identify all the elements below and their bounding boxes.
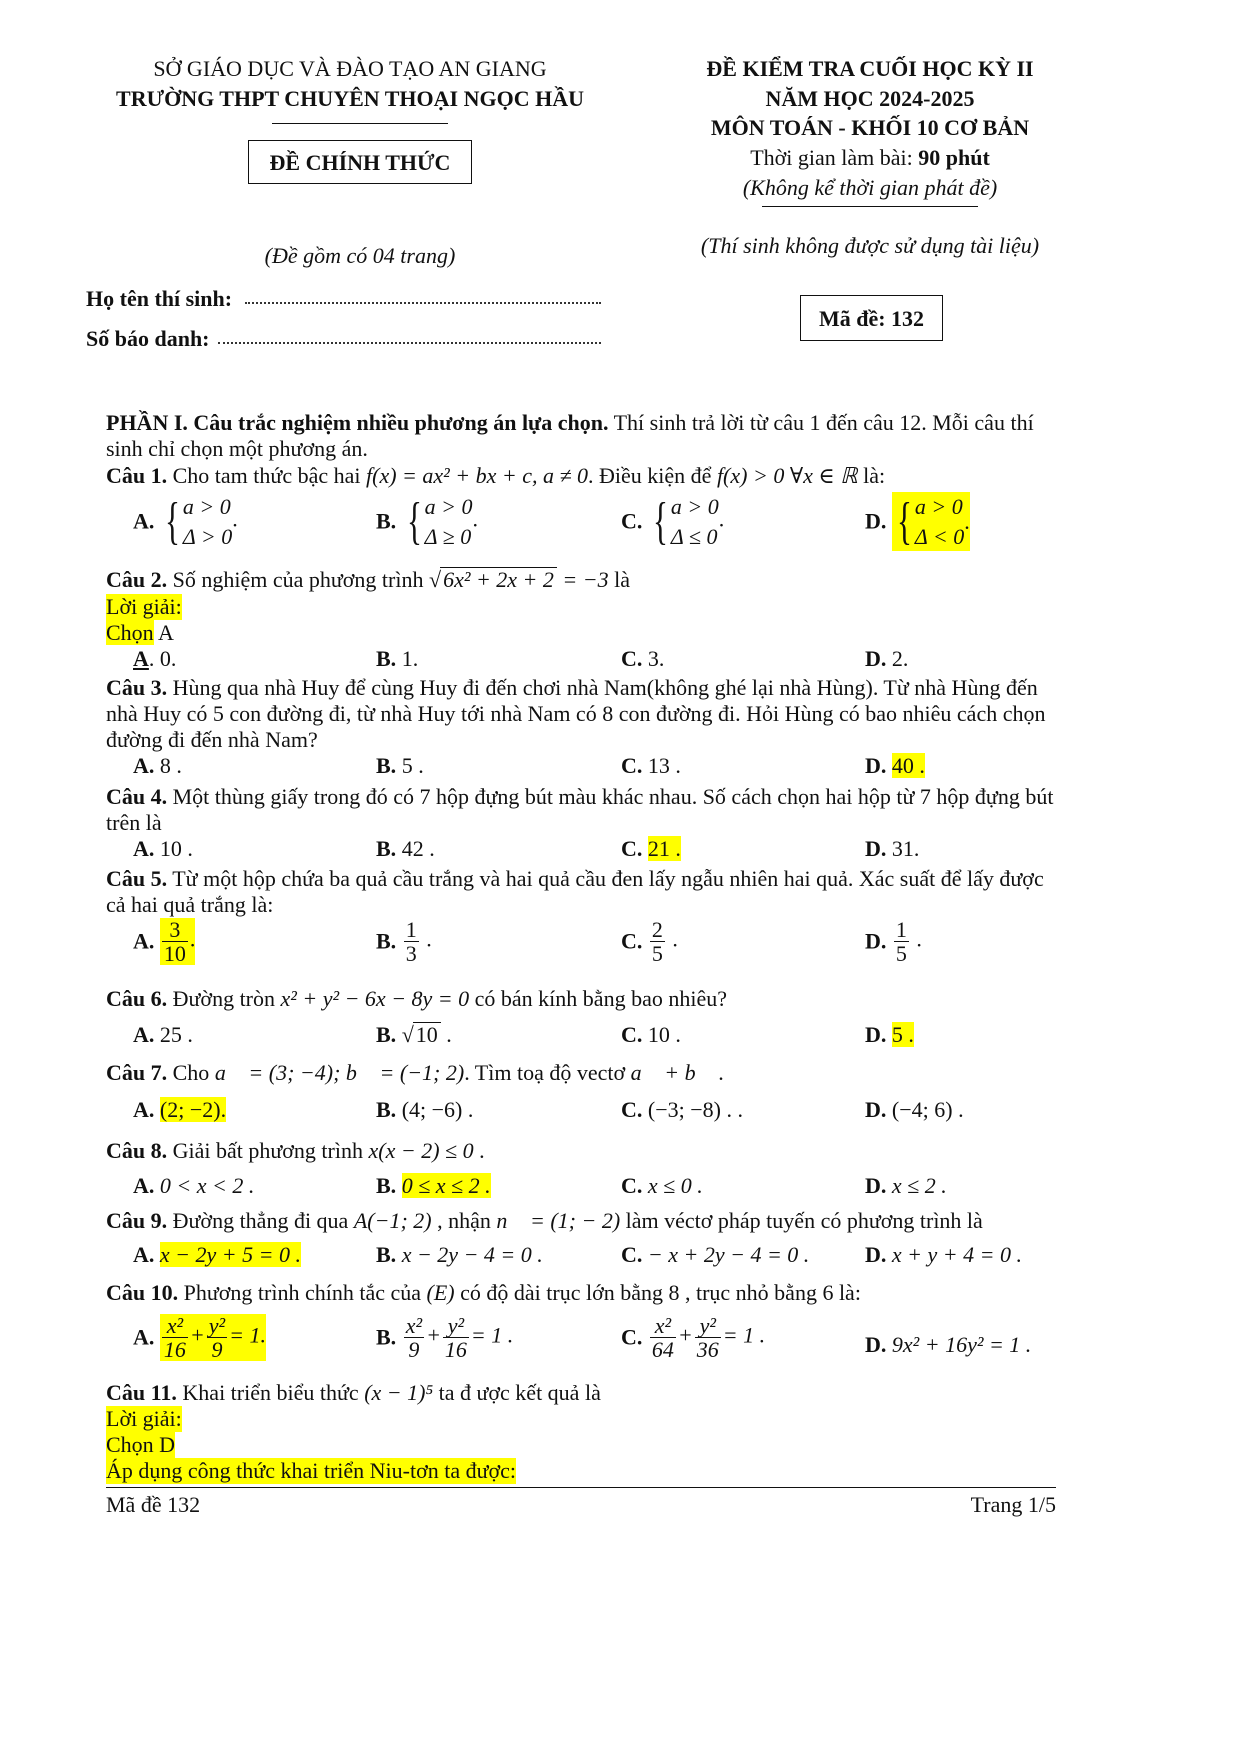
q3-label: Câu 3. bbox=[106, 675, 168, 700]
q10-option-c[interactable]: C. $\frac{\text{x²}}{64}$ + $\frac{\text{y²}}{36}$ = 1 . bbox=[621, 1313, 766, 1363]
q10-a-den2: 9 bbox=[211, 1337, 223, 1363]
question-11 bbox=[106, 1380, 601, 1406]
q10-c-num2: y² bbox=[695, 1314, 721, 1338]
q10-d-text: 9x² + 16y² = 1 . bbox=[886, 1332, 1032, 1357]
student-name-field[interactable] bbox=[245, 302, 601, 304]
q1-label: Câu 1. bbox=[106, 463, 168, 488]
q11-label: Câu 11. bbox=[106, 1380, 177, 1405]
q10-b-num1: x² bbox=[405, 1313, 423, 1338]
q5-text: Từ một hộp chứa ba quả cầu trắng và hai quả cầu đen lấy ngẫu nhiên hai quả. Xác suất để lấy được cả hai quả trắng là: bbox=[106, 866, 1044, 917]
q9-formula: A(−1; 2) bbox=[353, 1208, 432, 1233]
q3-option-c[interactable]: C. 13 . bbox=[621, 753, 681, 778]
q4-c-text: 21 . bbox=[647, 836, 681, 861]
department-name: SỞ GIÁO DỤC VÀ ĐÀO TẠO AN GIANG bbox=[153, 56, 547, 81]
header-divider-right bbox=[762, 206, 978, 207]
q10-text2: có độ dài trục lớn bằng 8 , trục nhỏ bằng 6 là: bbox=[454, 1280, 861, 1305]
q5-option-b[interactable]: B. $\frac{1}{3}$ . bbox=[376, 917, 432, 967]
q9-option-b[interactable]: B. x − 2y − 4 = 0 . bbox=[376, 1242, 543, 1267]
q2-option-d[interactable]: D. 2. bbox=[865, 646, 909, 671]
question-1 bbox=[106, 463, 885, 489]
question-9 bbox=[106, 1208, 983, 1234]
official-exam-box: ĐỀ CHÍNH THỨC bbox=[248, 140, 472, 184]
footer-divider bbox=[106, 1487, 1056, 1488]
q1-option-d[interactable]: D. { a > 0 Δ < 0 . bbox=[865, 492, 970, 550]
question-2: Câu 2. Số nghiệm của phương trình √6x² + 2x + 2 = −3 là bbox=[106, 567, 630, 592]
q4-text: Một thùng giấy trong đó có 7 hộp đựng bút màu khác nhau. Số cách chọn hai hộp từ 7 hộp đựng bút trên là bbox=[106, 784, 1054, 835]
q2-b-text: 1. bbox=[396, 646, 419, 671]
q10-c-den2: 36 bbox=[696, 1337, 719, 1363]
q10-a-den1: 16 bbox=[163, 1337, 186, 1363]
q11-choose: Chọn D bbox=[106, 1432, 176, 1457]
q3-text: Hùng qua nhà Huy để cùng Huy đi đến chơi nhà Nam(không ghé lại nhà Hùng). Từ nhà Hùng đến nhà Huy có 5 con đường đi, từ nhà Huy tới nhà Nam có 8 con đường đi. Hỏi Hùng có bao nhiêu cách chọn đường đi đến nhà Nam? bbox=[106, 675, 1046, 752]
q2-option-b[interactable]: B. 1. bbox=[376, 646, 419, 671]
q2-d-text: 2. bbox=[886, 646, 909, 671]
q10-label: Câu 10. bbox=[106, 1280, 179, 1305]
q2-radicand: 6x² + 2x + 2 bbox=[440, 567, 557, 592]
q2-c-text: 3. bbox=[642, 646, 665, 671]
pages-note: (Đề gồm có 04 trang) bbox=[264, 243, 456, 268]
student-id-field[interactable] bbox=[218, 342, 601, 344]
q2-choose-value: A bbox=[153, 620, 174, 645]
q4-b-text: 42 . bbox=[396, 836, 435, 861]
q9-text: Đường thẳng đi qua bbox=[167, 1208, 354, 1233]
q8-option-d[interactable]: D. x ≤ 2 . bbox=[865, 1173, 947, 1198]
q9-option-a[interactable]: A. x − 2y + 5 = 0 . bbox=[133, 1242, 301, 1267]
q7-c-text: (−3; −8) . . bbox=[642, 1097, 743, 1122]
q7-option-b[interactable]: B. (4; −6) . bbox=[376, 1097, 474, 1122]
q6-option-a[interactable]: A. 25 . bbox=[133, 1022, 193, 1047]
q6-a-text: 25 . bbox=[154, 1022, 193, 1047]
q6-text: Đường tròn bbox=[167, 986, 281, 1011]
q10-formula: (E) bbox=[426, 1280, 455, 1305]
q5-c-num: 2 bbox=[651, 917, 663, 942]
question-7 bbox=[106, 1060, 724, 1086]
q7-label: Câu 7. bbox=[106, 1060, 168, 1085]
q7-text: Cho bbox=[167, 1060, 215, 1085]
q10-text: Phương trình chính tắc của bbox=[178, 1280, 427, 1305]
q1-text3: là: bbox=[857, 463, 886, 488]
q9-text2: , nhận bbox=[431, 1208, 497, 1233]
q9-formula2: n⃗ = (1; − 2) bbox=[496, 1208, 621, 1233]
time-value: 90 phút bbox=[918, 145, 990, 170]
q1-c-row2: Δ ≤ 0 bbox=[670, 523, 718, 549]
q10-c-num1: x² bbox=[650, 1314, 676, 1338]
question-6 bbox=[106, 986, 727, 1012]
q5-b-den: 3 bbox=[405, 941, 417, 967]
q9-option-c[interactable]: C. − x + 2y − 4 = 0 . bbox=[621, 1242, 810, 1267]
q3-option-a[interactable]: A. 8 . bbox=[133, 753, 182, 778]
q4-d-text: 31. bbox=[886, 836, 920, 861]
q4-option-c[interactable]: C. 21 . bbox=[621, 836, 681, 861]
student-id-label: Số báo danh: bbox=[86, 326, 210, 351]
q2-solution-label: Lời giải: bbox=[106, 594, 182, 619]
time-prefix: Thời gian làm bài: bbox=[750, 145, 919, 170]
q1-text2: . Điều kiện để bbox=[588, 463, 717, 488]
q4-a-text: 10 . bbox=[154, 836, 193, 861]
q9-text3: làm véctơ pháp tuyến có phương trình là bbox=[620, 1208, 983, 1233]
q2-rhs: = −3 bbox=[556, 567, 609, 592]
q9-option-d[interactable]: D. x + y + 4 = 0 . bbox=[865, 1242, 1022, 1267]
q10-option-b[interactable]: B. $\frac{\text{x²}}{9}$ + $\frac{\text{y²}}{16}$ = 1 . bbox=[376, 1313, 514, 1363]
q7-b-text: (4; −6) . bbox=[396, 1097, 474, 1122]
q1-d-row1: a > 0 bbox=[914, 494, 963, 519]
question-5 bbox=[106, 866, 1062, 918]
q1-c-row1: a > 0 bbox=[670, 494, 719, 519]
question-3 bbox=[106, 675, 1062, 753]
section-text: Thí sinh trả lời từ câu 1 đến câu 12. Mỗi câu thí sinh chỉ chọn một phương án. bbox=[106, 410, 1034, 461]
q11-text2: ta đ ược kết quả là bbox=[433, 1380, 601, 1405]
footer-exam-code: Mã đề 132 bbox=[106, 1492, 201, 1517]
q6-b-text: 10 bbox=[413, 1022, 441, 1047]
q1-option-c[interactable]: C. { a > 0 Δ ≤ 0 . bbox=[621, 492, 725, 550]
q4-option-d[interactable]: D. 31. bbox=[865, 836, 920, 861]
q2-option-a[interactable]: A. 0. bbox=[133, 646, 177, 671]
q2-text: Số nghiệm của phương trình bbox=[167, 567, 429, 592]
q6-option-c[interactable]: C. 10 . bbox=[621, 1022, 681, 1047]
q1-a-row2: Δ > 0 bbox=[182, 523, 233, 549]
q6-option-b[interactable]: B. √10 . bbox=[376, 1022, 452, 1047]
no-docs-note: (Thí sinh không được sử dụng tài liệu) bbox=[700, 233, 1040, 258]
time-note: (Không kể thời gian phát đề) bbox=[742, 175, 998, 200]
header-divider-left bbox=[272, 123, 448, 124]
q2-label: Câu 2. bbox=[106, 567, 168, 592]
q8-option-a[interactable]: A. 0 < x < 2 . bbox=[133, 1173, 255, 1198]
q11-solution-label: Lời giải: bbox=[106, 1406, 182, 1431]
q8-formula: x(x − 2) ≤ 0 bbox=[368, 1138, 474, 1163]
q5-option-a[interactable]: A. $\frac{3}{10}$ . bbox=[133, 917, 196, 967]
q7-text2: . Tìm toạ độ vectơ bbox=[464, 1060, 631, 1085]
section-intro bbox=[106, 410, 1060, 462]
q6-label: Câu 6. bbox=[106, 986, 168, 1011]
q5-a-num: 3 bbox=[162, 918, 188, 942]
q9-a-text: x − 2y + 5 = 0 . bbox=[159, 1242, 301, 1267]
q1-option-a[interactable]: A. { a > 0 Δ > 0 . bbox=[133, 492, 238, 550]
q7-option-a[interactable]: A. (2; −2). bbox=[133, 1097, 227, 1122]
q7-d-text: (−4; 6) . bbox=[886, 1097, 964, 1122]
q1-text: Cho tam thức bậc hai bbox=[167, 463, 366, 488]
school-year: NĂM HỌC 2024-2025 bbox=[765, 86, 975, 111]
q1-formula: f(x) = ax² + bx + c, a ≠ 0 bbox=[366, 463, 589, 488]
q8-text: Giải bất phương trình bbox=[167, 1138, 369, 1163]
q10-a-num2: y² bbox=[208, 1313, 226, 1338]
q5-option-d[interactable]: D. $\frac{1}{5}$ . bbox=[865, 917, 922, 967]
question-8 bbox=[106, 1138, 485, 1164]
q10-c-den1: 64 bbox=[651, 1337, 674, 1363]
q7-option-d[interactable]: D. (−4; 6) . bbox=[865, 1097, 964, 1122]
q2-choose bbox=[106, 620, 174, 646]
q6-c-text: 10 . bbox=[642, 1022, 681, 1047]
q7-text3: . bbox=[712, 1060, 724, 1085]
q5-c-den: 5 bbox=[651, 941, 663, 967]
q9-b-text: x − 2y − 4 = 0 . bbox=[396, 1242, 543, 1267]
q6-d-text: 5 . bbox=[891, 1022, 914, 1047]
q7-a-text: (2; −2). bbox=[159, 1097, 227, 1122]
q2-a-text: . 0. bbox=[148, 646, 177, 671]
q1-condition: f(x) > 0 ∀x ∈ ℝ bbox=[716, 463, 858, 488]
q6-text2: có bán kính bằng bao nhiêu? bbox=[469, 986, 727, 1011]
student-name-label: Họ tên thí sinh: bbox=[86, 286, 233, 311]
q10-option-a[interactable]: A. $\frac{\text{x²}}{16}$ + $\frac{\text{y²}}{9}$ = 1. bbox=[133, 1313, 266, 1363]
q8-c-text: x ≤ 0 . bbox=[642, 1173, 703, 1198]
q6-formula: x² + y² − 6x − 8y = 0 bbox=[280, 986, 470, 1011]
q5-d-num: 1 bbox=[895, 917, 907, 942]
footer-page-number: Trang 1/5 bbox=[970, 1492, 1056, 1517]
q1-b-row2: Δ ≥ 0 bbox=[424, 523, 472, 549]
q4-label: Câu 4. bbox=[106, 784, 168, 809]
q2-choose-label: Chọn bbox=[106, 620, 154, 645]
time-line bbox=[660, 145, 1080, 171]
question-4 bbox=[106, 784, 1062, 836]
q3-option-b[interactable]: B. 5 . bbox=[376, 753, 424, 778]
exam-title: ĐỀ KIỂM TRA CUỐI HỌC KỲ II bbox=[706, 56, 1034, 81]
q8-option-b[interactable]: B. 0 ≤ x ≤ 2 . bbox=[376, 1173, 491, 1198]
q4-option-a[interactable]: A. 10 . bbox=[133, 836, 193, 861]
q11-formula: (x − 1)⁵ bbox=[364, 1380, 434, 1405]
q2-option-c[interactable]: C. 3. bbox=[621, 646, 665, 671]
q9-d-text: x + y + 4 = 0 . bbox=[886, 1242, 1022, 1267]
q7-formula: a⃗ = (3; −4); b⃗ = (−1; 2) bbox=[214, 1060, 465, 1085]
q8-d-text: x ≤ 2 . bbox=[886, 1173, 947, 1198]
q9-label: Câu 9. bbox=[106, 1208, 168, 1233]
section-title: PHẦN I. Câu trắc nghiệm nhiều phương án lựa chọn. bbox=[106, 410, 609, 435]
q1-a-row1: a > 0 bbox=[182, 494, 231, 519]
q7-option-c[interactable]: C. (−3; −8) . . bbox=[621, 1097, 743, 1122]
q5-a-den: 10 bbox=[163, 941, 186, 967]
q11-apply-text: Áp dụng công thức khai triển Niu-tơn ta được: bbox=[106, 1458, 517, 1483]
q11-text: Khai triển biểu thức bbox=[176, 1380, 365, 1405]
q8-text2: . bbox=[473, 1138, 485, 1163]
q5-label: Câu 5. bbox=[106, 866, 168, 891]
q2-text2: là bbox=[608, 567, 630, 592]
q6-option-d[interactable]: D. 5 . bbox=[865, 1022, 914, 1047]
question-10 bbox=[106, 1280, 861, 1306]
q10-b-den1: 9 bbox=[408, 1337, 420, 1363]
q8-b-text: 0 ≤ x ≤ 2 . bbox=[401, 1173, 491, 1198]
q1-d-row2: Δ < 0 bbox=[914, 523, 965, 549]
q3-a-text: 8 . bbox=[154, 753, 182, 778]
subject-line: MÔN TOÁN - KHỐI 10 CƠ BẢN bbox=[710, 115, 1030, 140]
q3-c-text: 13 . bbox=[642, 753, 681, 778]
q10-b-num2: y² bbox=[443, 1314, 469, 1338]
q5-option-c[interactable]: C. $\frac{2}{5}$ . bbox=[621, 917, 678, 967]
q10-a-num1: x² bbox=[162, 1314, 188, 1338]
q3-option-d[interactable]: D. 40 . bbox=[865, 753, 925, 778]
q3-d-text: 40 . bbox=[891, 753, 925, 778]
q9-c-text: − x + 2y − 4 = 0 . bbox=[642, 1242, 810, 1267]
q5-b-num: 1 bbox=[405, 917, 417, 942]
q10-option-d[interactable]: D. 9x² + 16y² = 1 . bbox=[865, 1332, 1032, 1357]
q3-b-text: 5 . bbox=[396, 753, 424, 778]
q4-option-b[interactable]: B. 42 . bbox=[376, 836, 435, 861]
q8-label: Câu 8. bbox=[106, 1138, 168, 1163]
school-name: TRƯỜNG THPT CHUYÊN THOẠI NGỌC HẦU bbox=[116, 86, 584, 111]
exam-code-box: Mã đề: 132 bbox=[800, 295, 943, 341]
q7-formula2: a⃗ + b⃗ bbox=[630, 1060, 713, 1085]
q10-b-den2: 16 bbox=[444, 1337, 467, 1363]
q5-d-den: 5 bbox=[895, 941, 907, 967]
q1-option-b[interactable]: B. { a > 0 Δ ≥ 0 . bbox=[376, 492, 479, 550]
q8-option-c[interactable]: C. x ≤ 0 . bbox=[621, 1173, 703, 1198]
q8-a-text: 0 < x < 2 . bbox=[154, 1173, 255, 1198]
q1-b-row1: a > 0 bbox=[424, 494, 473, 519]
